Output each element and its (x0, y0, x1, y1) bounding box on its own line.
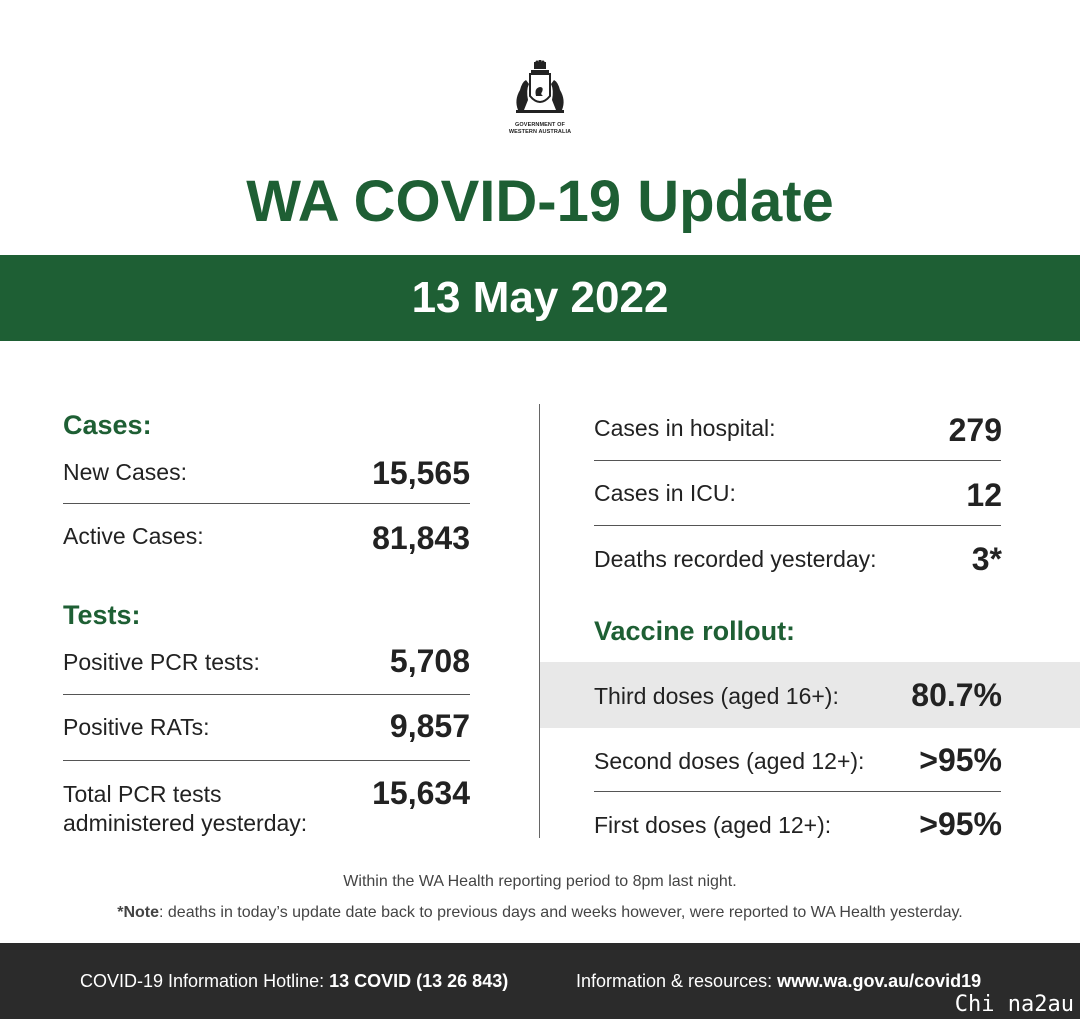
row-divider (63, 694, 470, 695)
date-banner (0, 255, 1080, 341)
hospital-cases-label: Cases in hospital: (594, 415, 776, 441)
new-cases-label: New Cases: (63, 459, 187, 485)
active-cases-label: Active Cases: (63, 523, 204, 549)
deaths-value: 3* (971, 541, 1002, 577)
icu-cases-label: Cases in ICU: (594, 480, 736, 506)
resources-label: Information & resources: (576, 971, 778, 991)
row-divider (594, 525, 1001, 526)
positive-pcr-label: Positive PCR tests: (63, 649, 260, 675)
row-divider (63, 760, 470, 761)
positive-pcr-value: 5,708 (389, 643, 470, 679)
coat-of-arms-icon (510, 60, 570, 118)
third-doses-value: 80.7% (911, 677, 1002, 713)
crest-caption-line1: GOVERNMENT OF (515, 122, 565, 128)
positive-rats-value: 9,857 (389, 708, 470, 744)
icu-cases-value: 12 (966, 477, 1002, 513)
deaths-label: Deaths recorded yesterday: (594, 546, 877, 572)
report-date: 13 May 2022 (411, 273, 669, 322)
row-divider (594, 791, 1001, 792)
note-text: : deaths in today’s update date back to previous days and weeks however, were reported to WA Health yesterday. (159, 904, 963, 921)
first-doses-label: First doses (aged 12+): (594, 812, 832, 838)
resources-info (576, 971, 981, 992)
tests-heading: Tests: (63, 600, 141, 630)
active-cases-value: 81,843 (372, 520, 470, 556)
resources-link[interactable]: www.wa.gov.au/covid19 (777, 971, 982, 991)
row-divider (63, 503, 470, 504)
total-pcr-value: 15,634 (372, 775, 470, 811)
new-cases-value: 15,565 (372, 455, 470, 491)
total-pcr-label-line1: Total PCR tests (63, 781, 222, 807)
hotline-info (80, 971, 508, 992)
second-doses-label: Second doses (aged 12+): (594, 748, 865, 774)
column-divider (539, 404, 540, 838)
crest-caption-line2: WESTERN AUSTRALIA (508, 129, 572, 135)
hotline-label: COVID-19 Information Hotline: (80, 971, 330, 991)
positive-rats-label: Positive RATs: (63, 714, 210, 740)
cases-heading: Cases: (63, 410, 152, 440)
page-title: WA COVID-19 Update (246, 169, 834, 234)
vaccine-heading: Vaccine rollout: (594, 616, 796, 646)
third-doses-label: Third doses (aged 16+): (594, 683, 839, 709)
note-prefix: *Note (117, 904, 160, 921)
hotline-number[interactable]: 13 COVID (13 26 843) (329, 971, 509, 991)
footer-bar (0, 943, 1080, 1019)
reporting-period-note: Within the WA Health reporting period to 8pm last night. (343, 873, 737, 890)
second-doses-value: >95% (919, 742, 1002, 778)
first-doses-value: >95% (919, 806, 1002, 842)
hospital-cases-value: 279 (948, 412, 1002, 448)
row-divider (594, 460, 1001, 461)
total-pcr-label-line2: administered yesterday: (63, 810, 308, 836)
government-crest-logo (500, 60, 580, 138)
deaths-note (0, 904, 1080, 922)
watermark-text: Chi na2au (954, 992, 1074, 1017)
